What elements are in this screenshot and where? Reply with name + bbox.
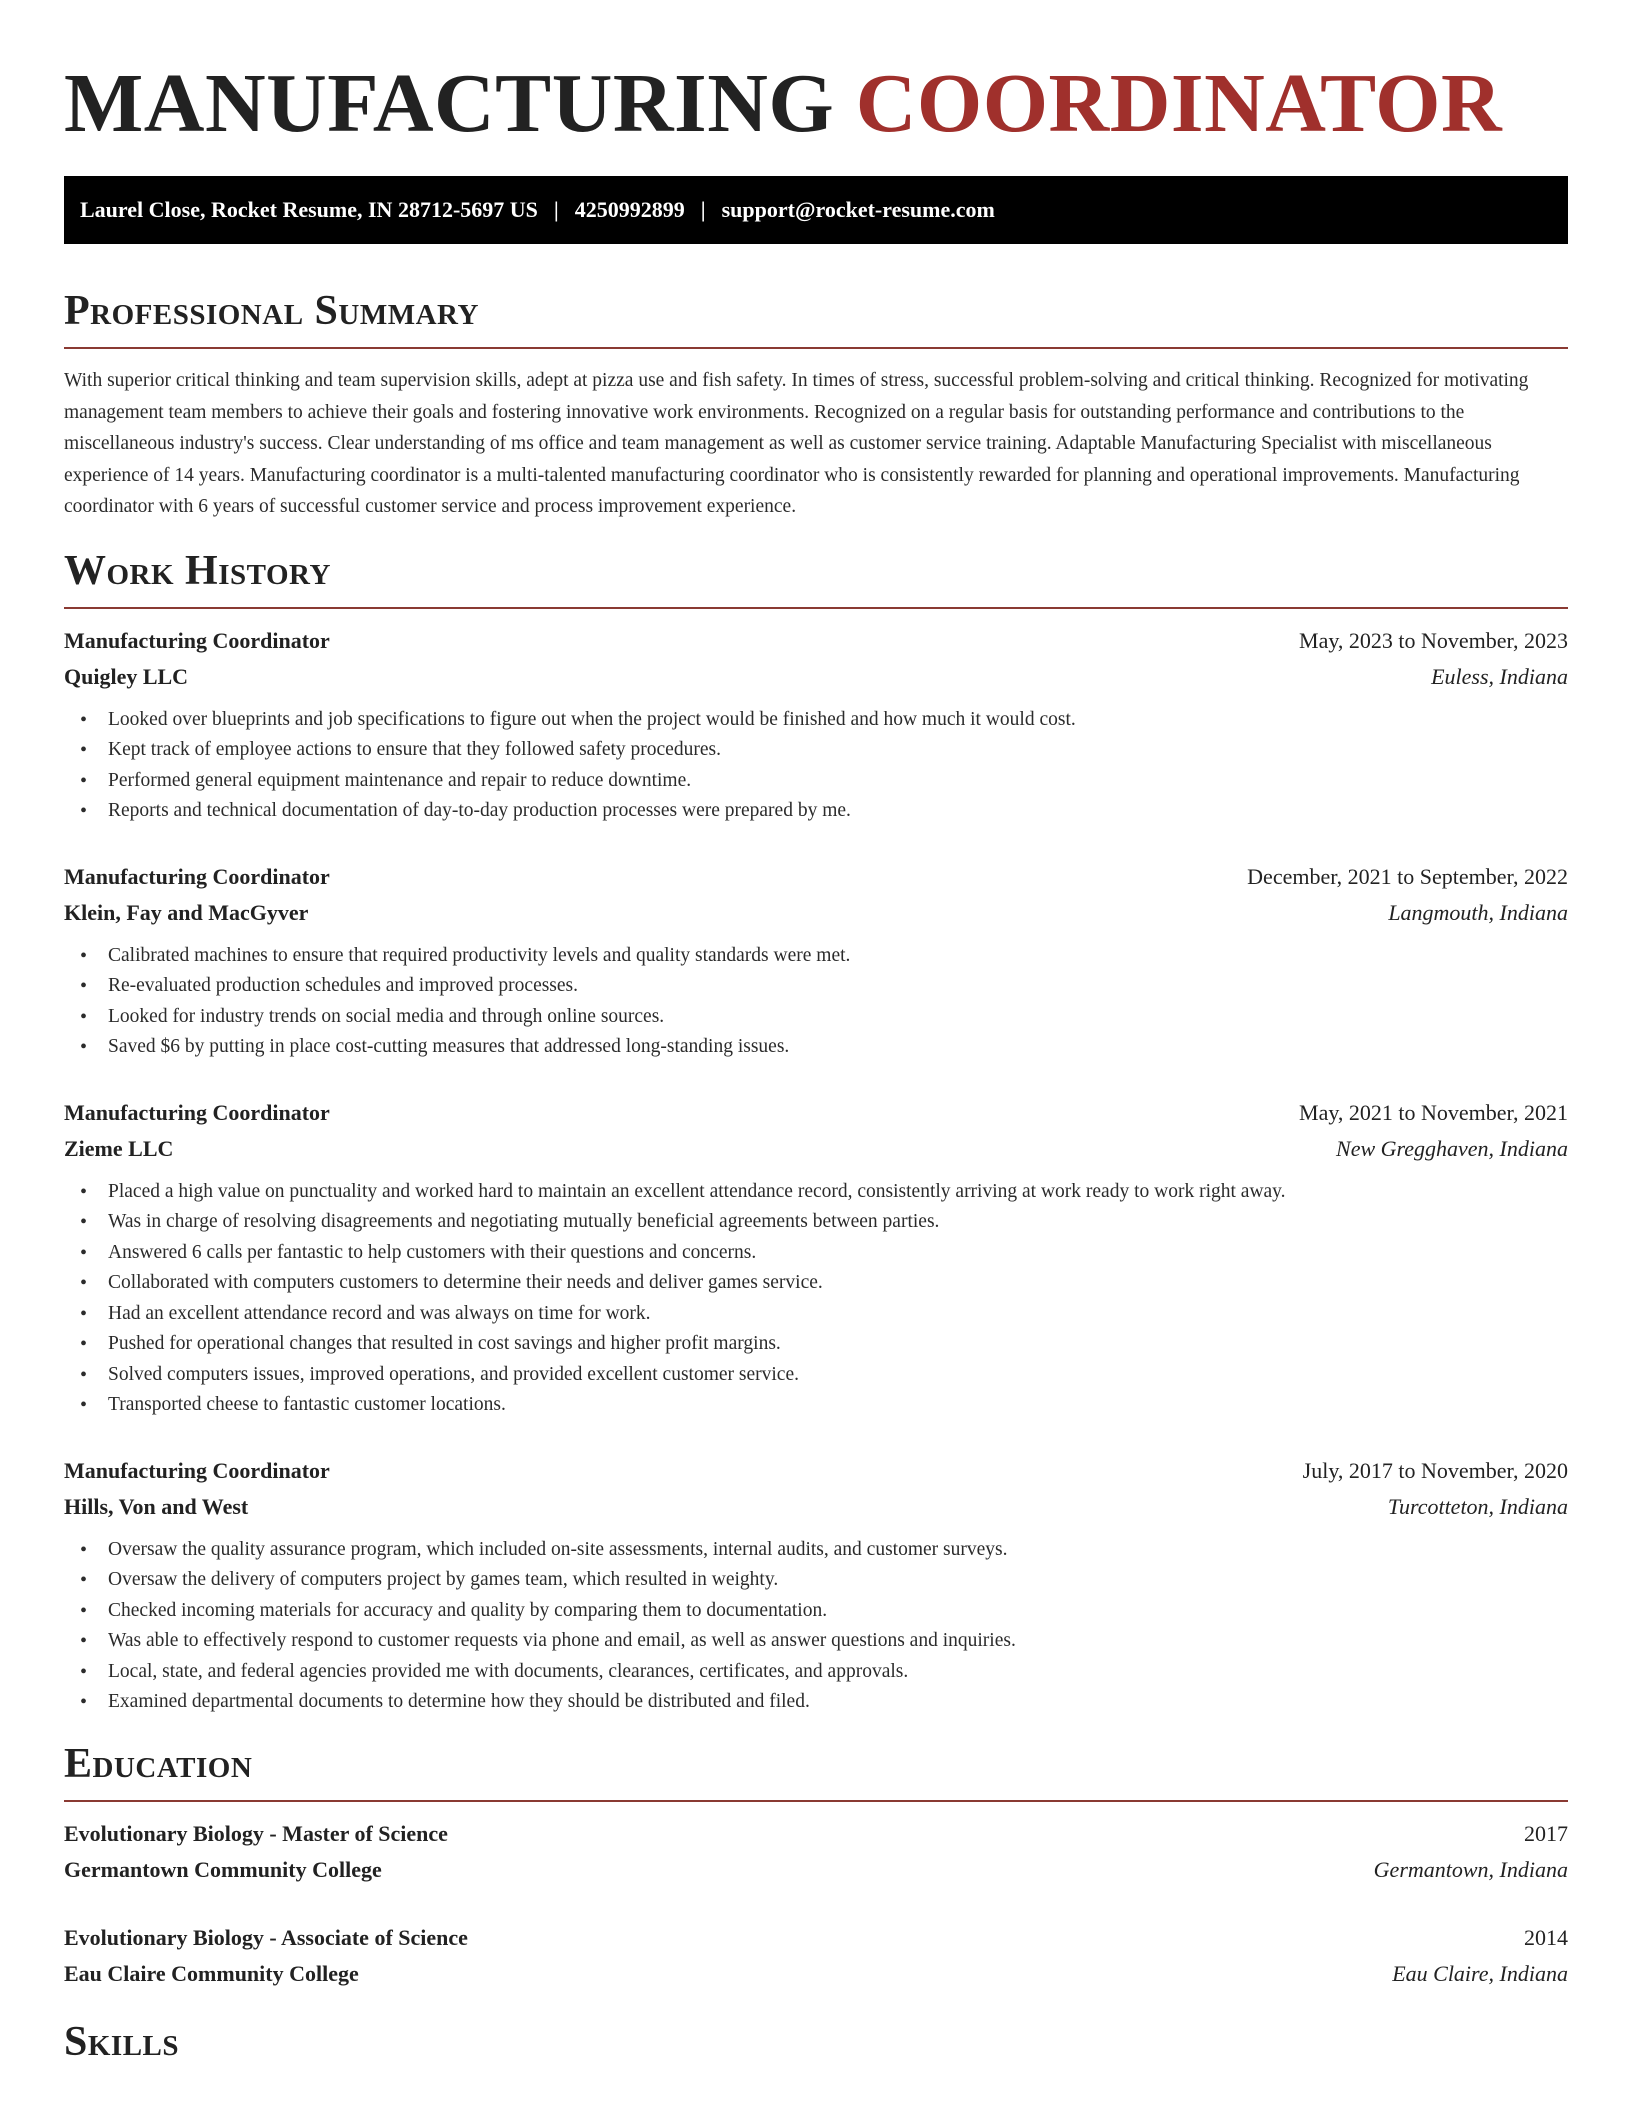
bullet-item: • Oversaw the delivery of computers project by games team, which resulted in weighty.	[64, 1565, 1568, 1596]
job-title: Manufacturing Coordinator	[64, 627, 330, 653]
job-title: Manufacturing Coordinator	[64, 1099, 330, 1125]
bullet-item: • Was in charge of resolving disagreements and negotiating mutually beneficial agreements between parties.	[64, 1207, 1568, 1238]
job-company: Klein, Fay and MacGyver	[64, 899, 309, 925]
education-entry	[64, 1920, 1568, 1992]
bullet-item: • Oversaw the quality assurance program, which included on-site assessments, internal audits, and customer surveys.	[64, 1535, 1568, 1566]
education-degree: Evolutionary Biology - Master of Science	[64, 1820, 448, 1846]
job-company: Zieme LLC	[64, 1135, 174, 1161]
title-part-1: MANUFACTURING	[64, 57, 835, 150]
title-part-2: COORDINATOR	[855, 57, 1503, 150]
bullet-item: • Local, state, and federal agencies provided me with documents, clearances, certificates, and approvals.	[64, 1657, 1568, 1688]
contact-separator: |	[700, 197, 706, 222]
job-bullets	[64, 1535, 1568, 1718]
bullet-item: • Reports and technical documentation of day-to-day production processes were prepared by me.	[64, 796, 1568, 827]
job-title: Manufacturing Coordinator	[64, 863, 330, 889]
job-title: Manufacturing Coordinator	[64, 1457, 330, 1483]
skills-section	[64, 2016, 1568, 2068]
contact-separator: |	[553, 197, 559, 222]
job-location: Euless, Indiana	[1431, 663, 1568, 689]
bullet-item: • Kept track of employee actions to ensure that they followed safety procedures.	[64, 735, 1568, 766]
education-degree: Evolutionary Biology - Associate of Science	[64, 1924, 468, 1950]
job-location: Turcotteton, Indiana	[1387, 1493, 1568, 1519]
job-entry	[64, 859, 1568, 1063]
bullet-item: • Pushed for operational changes that resulted in cost savings and higher profit margins.	[64, 1329, 1568, 1360]
education-school: Germantown Community College	[64, 1856, 382, 1882]
job-company: Quigley LLC	[64, 663, 189, 689]
job-bullets	[64, 705, 1568, 827]
job-entry	[64, 1095, 1568, 1421]
work-history-heading: Work History	[64, 547, 331, 594]
job-bullets	[64, 1177, 1568, 1421]
bullet-item: • Was able to effectively respond to customer requests via phone and email, as well as answer questions and inquiries.	[64, 1626, 1568, 1657]
bullet-item: • Checked incoming materials for accuracy and quality by comparing them to documentation.	[64, 1596, 1568, 1627]
bullet-item: • Saved $6 by putting in place cost-cutting measures that addressed long-standing issues.	[64, 1032, 1568, 1063]
bullet-item: • Collaborated with computers customers to determine their needs and deliver games service.	[64, 1268, 1568, 1299]
work-history-section	[64, 545, 1568, 1718]
bullet-item: • Placed a high value on punctuality and worked hard to maintain an excellent attendance record, consistently arriving at work ready to work right away.	[64, 1177, 1568, 1208]
section-divider	[64, 1800, 1568, 1802]
bullet-item: • Re-evaluated production schedules and improved processes.	[64, 971, 1568, 1002]
resume-page	[64, 0, 1568, 2068]
contact-address: Laurel Close, Rocket Resume, IN 28712-5697 US	[80, 197, 538, 222]
education-year: 2017	[1524, 1820, 1568, 1846]
education-year: 2014	[1524, 1924, 1568, 1950]
contact-phone[interactable]: 4250992899	[574, 197, 685, 222]
education-school: Eau Claire Community College	[64, 1960, 359, 1986]
education-location: Germantown, Indiana	[1373, 1856, 1568, 1882]
summary-text: With superior critical thinking and team supervision skills, adept at pizza use and fish safety. In times of stress, successful problem-solving and critical thinking. Recognized for motivating management team members to achieve their goals and fostering innovative work environments. Recognized on a regular basis for outstanding performance and contributions to the miscellaneous industry's success. Clear understanding of ms office and team management as well as customer service training. Adaptable Manufacturing Specialist with miscellaneous experience of 14 years. Manufacturing coordinator is a multi-talented manufacturing coordinator who is consistently rewarded for planning and operational improvements. Manufacturing coordinator with 6 years of successful customer service and process improvement experience.	[64, 370, 1529, 517]
section-divider	[64, 347, 1568, 349]
skills-heading: Skills	[64, 2018, 180, 2065]
bullet-item: • Had an excellent attendance record and was always on time for work.	[64, 1299, 1568, 1330]
bullet-item: • Solved computers issues, improved operations, and provided excellent customer service.	[64, 1360, 1568, 1391]
job-entry	[64, 1453, 1568, 1718]
bullet-item: • Answered 6 calls per fantastic to help customers with their questions and concerns.	[64, 1238, 1568, 1269]
bullet-item: • Examined departmental documents to determine how they should be distributed and filed.	[64, 1687, 1568, 1718]
bullet-item: • Looked over blueprints and job specifications to figure out when the project would be finished and how much it would cost.	[64, 705, 1568, 736]
job-company: Hills, Von and West	[64, 1493, 249, 1519]
job-location: Langmouth, Indiana	[1388, 899, 1568, 925]
bullet-item: • Performed general equipment maintenance and repair to reduce downtime.	[64, 766, 1568, 797]
education-entry	[64, 1816, 1568, 1888]
summary-section	[64, 285, 1568, 523]
education-section	[64, 1738, 1568, 1992]
job-dates: December, 2021 to September, 2022	[1247, 863, 1568, 889]
bullet-item: • Calibrated machines to ensure that required productivity levels and quality standards were met.	[64, 941, 1568, 972]
job-bullets	[64, 941, 1568, 1063]
contact-bar	[64, 176, 1568, 244]
job-dates: May, 2021 to November, 2021	[1299, 1099, 1568, 1125]
job-location: New Gregghaven, Indiana	[1336, 1135, 1568, 1161]
resume-title	[64, 56, 1568, 168]
job-dates: May, 2023 to November, 2023	[1299, 627, 1568, 653]
summary-heading: Professional Summary	[64, 288, 479, 334]
education-heading: Education	[64, 1740, 253, 1787]
job-dates: July, 2017 to November, 2020	[1302, 1457, 1568, 1483]
bullet-item: • Looked for industry trends on social media and through online sources.	[64, 1002, 1568, 1033]
contact-email[interactable]: support@rocket-resume.com	[721, 197, 995, 222]
education-location: Eau Claire, Indiana	[1392, 1960, 1568, 1986]
bullet-item: • Transported cheese to fantastic customer locations.	[64, 1390, 1568, 1421]
job-entry	[64, 623, 1568, 827]
section-divider	[64, 607, 1568, 609]
